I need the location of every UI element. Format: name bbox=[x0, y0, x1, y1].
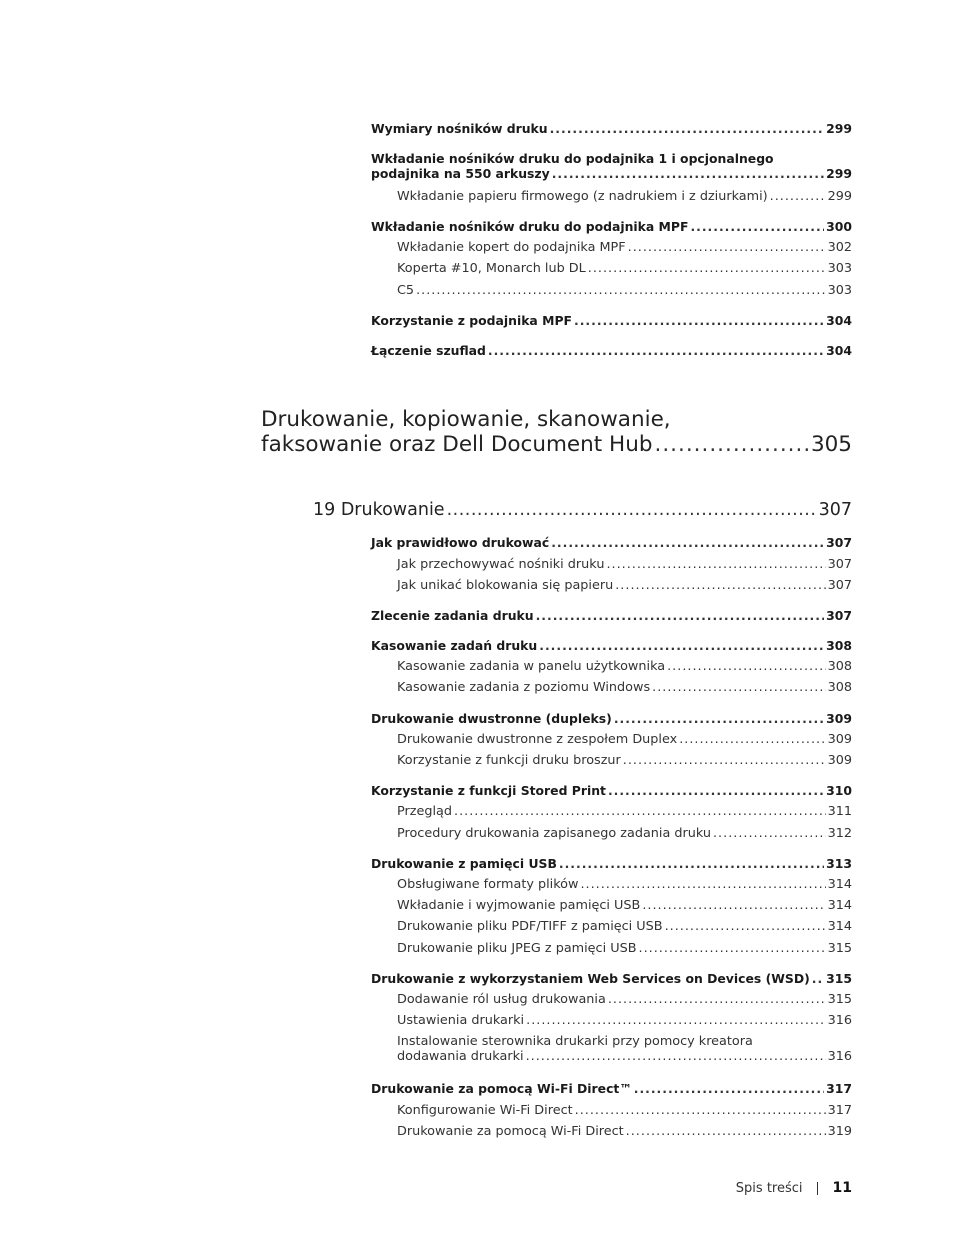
toc-subentry-title-line1: Instalowanie sterownika drukarki przy pomocy kreatora bbox=[397, 1034, 753, 1049]
toc-subentry-page: 309 bbox=[827, 753, 852, 768]
toc-subentry-page: 311 bbox=[827, 804, 852, 819]
toc-entry[interactable] bbox=[371, 121, 852, 136]
toc-entry-page: 299 bbox=[826, 166, 852, 181]
toc-part-heading[interactable] bbox=[261, 407, 852, 457]
page-footer bbox=[736, 1180, 852, 1196]
dot-leader bbox=[713, 826, 826, 841]
dot-leader bbox=[642, 898, 825, 913]
toc-subentry-title: Obsługiwane formaty plików bbox=[397, 877, 579, 892]
toc-subentry-page: 307 bbox=[827, 578, 852, 593]
toc-entry-title: Wkładanie nośników druku do podajnika MPF bbox=[371, 219, 689, 234]
dot-leader bbox=[628, 240, 826, 255]
toc-entry-page: 299 bbox=[826, 121, 852, 136]
toc-subentry-page: 308 bbox=[827, 659, 852, 674]
dot-leader bbox=[623, 753, 826, 768]
toc-entry-title: Wymiary nośników druku bbox=[371, 121, 548, 136]
toc-subentry-page: 303 bbox=[827, 283, 852, 298]
toc-subentry-title: Wkładanie kopert do podajnika MPF bbox=[397, 240, 626, 255]
dot-leader bbox=[606, 557, 825, 572]
toc-entry-page: 317 bbox=[826, 1081, 852, 1096]
toc-subentry[interactable] bbox=[397, 680, 852, 695]
toc-subentry[interactable] bbox=[397, 189, 852, 204]
toc-entry-page: 307 bbox=[826, 608, 852, 623]
dot-leader bbox=[536, 608, 825, 623]
toc-subentry[interactable] bbox=[397, 919, 852, 934]
toc-subentry[interactable] bbox=[397, 659, 852, 674]
dot-leader bbox=[488, 343, 824, 358]
toc-entry[interactable] bbox=[371, 608, 852, 623]
toc-subentry[interactable] bbox=[397, 898, 852, 913]
toc-subentry[interactable] bbox=[397, 1103, 852, 1118]
toc-subentry[interactable] bbox=[397, 941, 852, 956]
dot-leader bbox=[552, 166, 824, 181]
toc-subentry[interactable] bbox=[397, 240, 852, 255]
toc-subentry-title: C5 bbox=[397, 283, 415, 298]
dot-leader bbox=[652, 680, 825, 695]
dot-leader bbox=[580, 877, 825, 892]
toc-subentry-title: Przegląd bbox=[397, 804, 452, 819]
toc-subentry-page: 314 bbox=[827, 919, 852, 934]
dot-leader bbox=[665, 919, 826, 934]
toc-entry-title: Zlecenie zadania druku bbox=[371, 608, 534, 623]
toc-subentry-page: 316 bbox=[827, 1013, 852, 1028]
dot-leader bbox=[575, 1103, 826, 1118]
toc-entry-title: Drukowanie z wykorzystaniem Web Services on Devices (WSD) bbox=[371, 971, 810, 986]
toc-entry-page: 304 bbox=[826, 313, 852, 328]
toc-subentry[interactable] bbox=[397, 1124, 852, 1139]
toc-subentry-page: 319 bbox=[827, 1124, 852, 1139]
toc-subentry-title-line2: dodawania drukarki bbox=[397, 1049, 524, 1064]
toc-subentry[interactable] bbox=[397, 283, 852, 298]
dot-leader bbox=[608, 783, 824, 798]
toc-entry-page: 307 bbox=[826, 535, 852, 550]
toc-subentry-page: 316 bbox=[827, 1049, 852, 1064]
toc-entry[interactable] bbox=[371, 343, 852, 358]
dot-leader bbox=[614, 711, 824, 726]
toc-subentry[interactable] bbox=[397, 877, 852, 892]
toc-subentry[interactable] bbox=[397, 1013, 852, 1028]
toc-entry-page: 308 bbox=[826, 638, 852, 653]
toc-entry-title: Jak prawidłowo drukować bbox=[371, 535, 550, 550]
dot-leader bbox=[539, 638, 824, 653]
toc-entry[interactable] bbox=[371, 151, 852, 181]
toc-entry[interactable] bbox=[371, 638, 852, 653]
toc-subentry-title: Kasowanie zadania z poziomu Windows bbox=[397, 680, 651, 695]
toc-entry-title: Kasowanie zadań druku bbox=[371, 638, 538, 653]
toc-entry-title-line1: Wkładanie nośników druku do podajnika 1 i opcjonalnego bbox=[371, 151, 774, 166]
toc-subentry-page: 314 bbox=[827, 898, 852, 913]
toc-subentry-title: Kasowanie zadania w panelu użytkownika bbox=[397, 659, 666, 674]
toc-subentry-title: Koperta #10, Monarch lub DL bbox=[397, 261, 586, 276]
part-page: 305 bbox=[810, 432, 852, 457]
toc-subentry-title: Drukowanie za pomocą Wi-Fi Direct bbox=[397, 1124, 624, 1139]
toc-entry-page: 300 bbox=[826, 219, 852, 234]
toc-subentry-page: 315 bbox=[827, 941, 852, 956]
toc-entry-title: Korzystanie z funkcji Stored Print bbox=[371, 783, 606, 798]
toc-entry[interactable] bbox=[371, 856, 852, 871]
dot-leader bbox=[588, 261, 826, 276]
toc-entry[interactable] bbox=[371, 711, 852, 726]
dot-leader bbox=[634, 1081, 824, 1096]
toc-subentry[interactable] bbox=[397, 753, 852, 768]
dot-leader bbox=[667, 659, 825, 674]
toc-subentry-page: 312 bbox=[827, 826, 852, 841]
part-title-line1: Drukowanie, kopiowanie, skanowanie, bbox=[261, 407, 671, 432]
dot-leader bbox=[551, 535, 824, 550]
toc-subentry-page: 308 bbox=[827, 680, 852, 695]
toc-subentry-page: 302 bbox=[827, 240, 852, 255]
footer-page-number: 11 bbox=[832, 1180, 852, 1196]
part-title-line2: faksowanie oraz Dell Document Hub bbox=[261, 432, 653, 457]
footer-label: Spis treści bbox=[735, 1180, 803, 1196]
dot-leader bbox=[608, 992, 826, 1007]
toc-subentry-title: Drukowanie pliku JPEG z pamięci USB bbox=[397, 941, 637, 956]
toc-subentry-page: 299 bbox=[827, 189, 852, 204]
toc-entry[interactable] bbox=[371, 783, 852, 798]
toc-subentry-title: Jak przechowywać nośniki druku bbox=[397, 557, 605, 572]
toc-chapter[interactable] bbox=[313, 500, 852, 520]
toc-subentry[interactable] bbox=[397, 1034, 852, 1064]
chapter-page: 307 bbox=[818, 500, 852, 520]
toc-subentry[interactable] bbox=[397, 992, 852, 1007]
toc-subentry-page: 303 bbox=[827, 261, 852, 276]
toc-entry[interactable] bbox=[371, 313, 852, 328]
toc-subentry-title: Dodawanie ról usług drukowania bbox=[397, 992, 606, 1007]
toc-subentry[interactable] bbox=[397, 732, 852, 747]
toc-entry[interactable] bbox=[371, 219, 852, 234]
dot-leader bbox=[626, 1124, 826, 1139]
toc-subentry-title: Drukowanie pliku PDF/TIFF z pamięci USB bbox=[397, 919, 663, 934]
toc-subentry-title: Korzystanie z funkcji druku broszur bbox=[397, 753, 621, 768]
dot-leader bbox=[679, 732, 825, 747]
dot-leader bbox=[615, 578, 825, 593]
dot-leader bbox=[812, 971, 824, 986]
toc-entry[interactable] bbox=[371, 1081, 852, 1096]
toc-entry-page: 304 bbox=[826, 343, 852, 358]
toc-entry-title: Drukowanie z pamięci USB bbox=[371, 856, 557, 871]
toc-entry-page: 309 bbox=[826, 711, 852, 726]
toc-entry-title: Drukowanie dwustronne (dupleks) bbox=[371, 711, 612, 726]
toc-subentry-page: 307 bbox=[827, 557, 852, 572]
dot-leader bbox=[654, 432, 808, 457]
dot-leader bbox=[690, 219, 824, 234]
toc-subentry[interactable] bbox=[397, 261, 852, 276]
dot-leader bbox=[447, 500, 817, 520]
chapter-title: 19 Drukowanie bbox=[313, 500, 445, 520]
toc-subentry[interactable] bbox=[397, 578, 852, 593]
toc-subentry-page: 317 bbox=[827, 1103, 852, 1118]
toc-subentry-title: Konfigurowanie Wi-Fi Direct bbox=[397, 1103, 573, 1118]
toc-entry-page: 315 bbox=[826, 971, 852, 986]
toc-subentry-title: Wkładanie papieru firmowego (z nadrukiem i z dziurkami) bbox=[397, 189, 768, 204]
toc-entry[interactable] bbox=[371, 971, 852, 986]
dot-leader bbox=[550, 121, 825, 136]
toc-subentry-page: 309 bbox=[827, 732, 852, 747]
toc-subentry-page: 314 bbox=[827, 877, 852, 892]
dot-leader bbox=[559, 856, 824, 871]
toc-subentry-title: Procedury drukowania zapisanego zadania druku bbox=[397, 826, 711, 841]
toc-subentry-title: Wkładanie i wyjmowanie pamięci USB bbox=[397, 898, 641, 913]
dot-leader bbox=[454, 804, 826, 819]
toc-entry[interactable] bbox=[371, 535, 852, 550]
dot-leader bbox=[526, 1013, 825, 1028]
toc-subentry-title: Jak unikać blokowania się papieru bbox=[397, 578, 614, 593]
dot-leader bbox=[526, 1049, 826, 1064]
toc-entry-page: 310 bbox=[826, 783, 852, 798]
toc-subentry-title: Ustawienia drukarki bbox=[397, 1013, 525, 1028]
toc-subentry[interactable] bbox=[397, 826, 852, 841]
toc-entry-title: Łączenie szuflad bbox=[371, 343, 486, 358]
toc-subentry[interactable] bbox=[397, 557, 852, 572]
dot-leader bbox=[770, 189, 826, 204]
dot-leader bbox=[574, 313, 824, 328]
toc-subentry-title: Drukowanie dwustronne z zespołem Duplex bbox=[397, 732, 678, 747]
toc-entry-title-line2: podajnika na 550 arkuszy bbox=[371, 166, 550, 181]
toc-entry-title: Korzystanie z podajnika MPF bbox=[371, 313, 572, 328]
toc-entry-page: 313 bbox=[826, 856, 852, 871]
footer-divider bbox=[817, 1182, 818, 1195]
toc-entry-title: Drukowanie za pomocą Wi-Fi Direct™ bbox=[371, 1081, 632, 1096]
toc-subentry-page: 315 bbox=[827, 992, 852, 1007]
toc-subentry[interactable] bbox=[397, 804, 852, 819]
dot-leader bbox=[639, 941, 826, 956]
dot-leader bbox=[416, 283, 825, 298]
